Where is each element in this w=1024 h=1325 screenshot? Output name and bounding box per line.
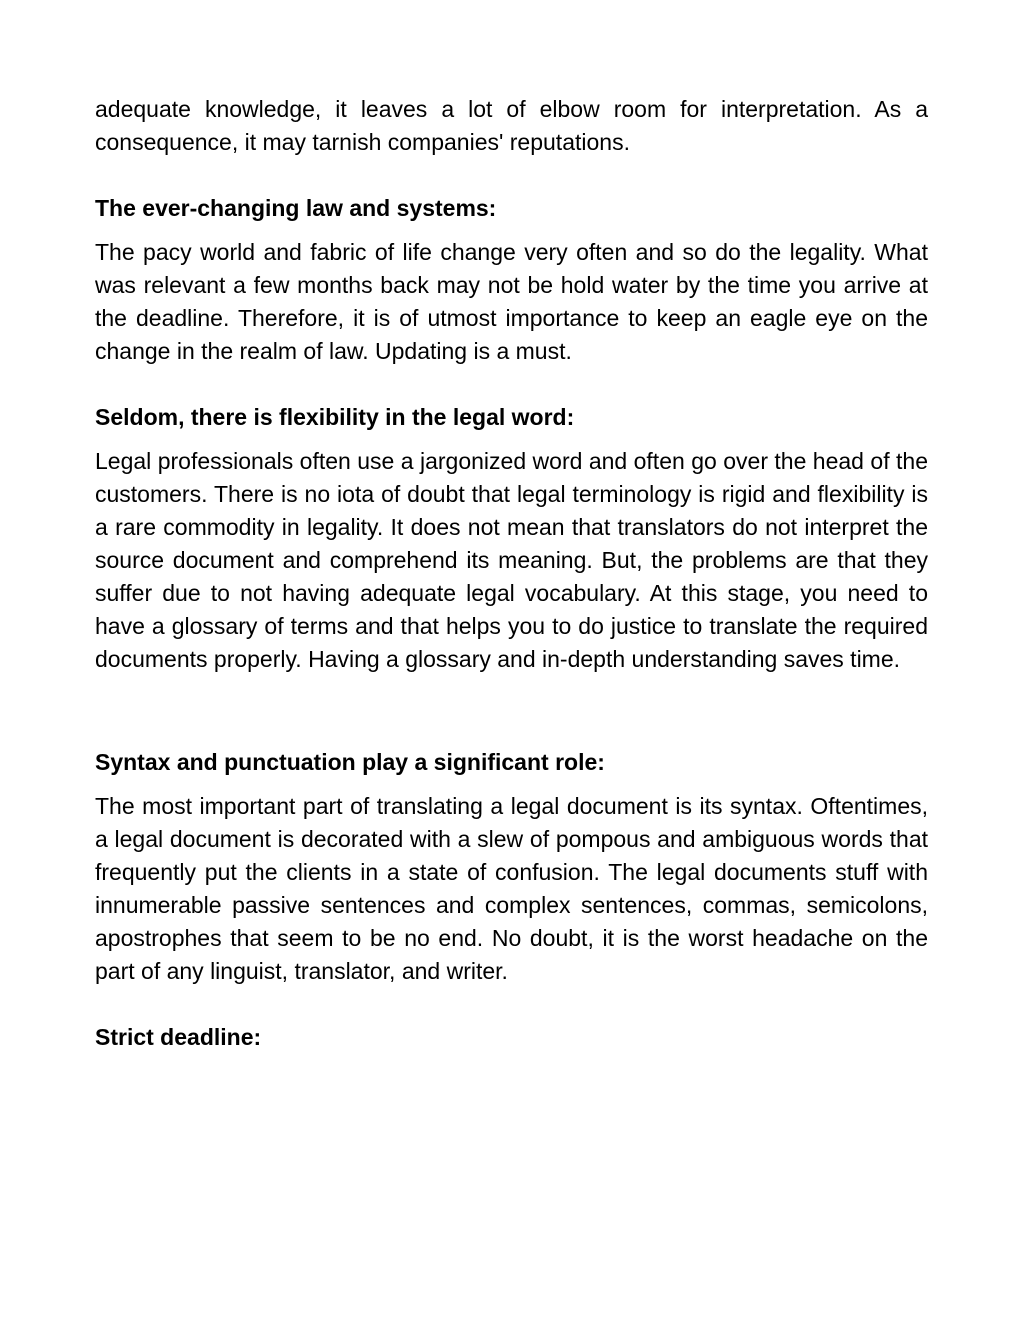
section-heading-legal-word: Seldom, there is flexibility in the legal word: bbox=[95, 404, 575, 430]
section-heading-syntax: Syntax and punctuation play a significant role: bbox=[95, 749, 605, 775]
section-body-legal-word: Legal professionals often use a jargonized word and often go over the head of the customers. There is no iota of doubt that legal terminology is rigid and flexibility is a rare commodity in legality. It does not mean that translators do not interpret the source document and comprehend its meaning. But, the problems are that they suffer due to not having adequate legal vocabulary. At this stage, you need to have a glossary of terms and that helps you to do justice to translate the required documents properly. Having a glossary and in-depth understanding saves time. bbox=[95, 448, 928, 672]
section-body-law-systems: The pacy world and fabric of life change very often and so do the legality. What was relevant a few months back may not be hold water by the time you arrive at the deadline. Therefore, it is of utmost importance to keep an eagle eye on the change in the realm of law. Updating is a must. bbox=[95, 239, 928, 364]
intro-paragraph: adequate knowledge, it leaves a lot of elbow room for interpretation. As a consequence, it may tarnish companies' reputations. bbox=[95, 96, 928, 155]
section-heading-deadline: Strict deadline: bbox=[95, 1024, 262, 1050]
document-page bbox=[95, 93, 928, 1054]
section-heading-law-systems: The ever-changing law and systems: bbox=[95, 195, 497, 221]
section-body-syntax: The most important part of translating a legal document is its syntax. Oftentimes, a legal document is decorated with a slew of pompous and ambiguous words that frequently put the clients in a state of confusion. The legal documents stuff with innumerable passive sentences and complex sentences, commas, semicolons, apostrophes that seem to be no end. No doubt, it is the worst headache on the part of any linguist, translator, and writer. bbox=[95, 793, 928, 984]
